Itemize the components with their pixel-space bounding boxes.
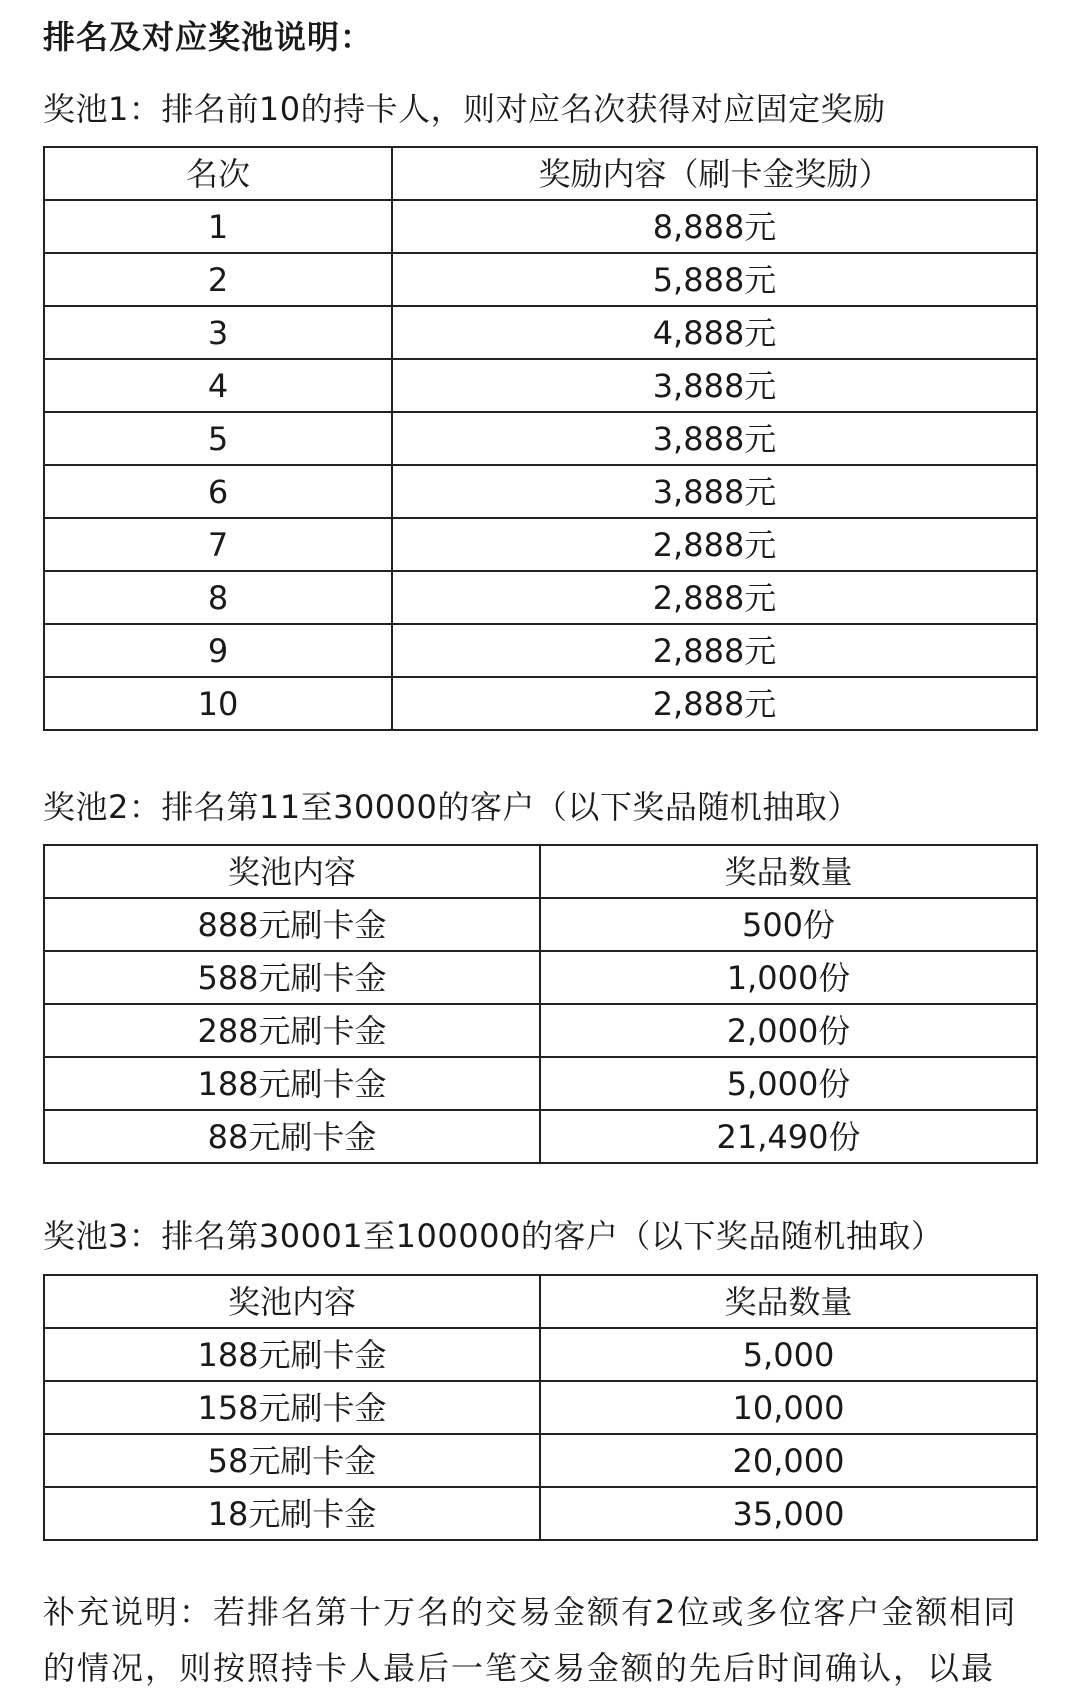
prize-cell: 158元刷卡金 (44, 1381, 540, 1434)
rank-cell: 3 (44, 306, 392, 359)
pool3-table (43, 1274, 1038, 1541)
table-row (44, 1487, 1037, 1540)
table-row (44, 1381, 1037, 1434)
quantity-cell: 500份 (540, 898, 1037, 951)
table-row (44, 1057, 1037, 1110)
prize-cell: 18元刷卡金 (44, 1487, 540, 1540)
rank-cell: 9 (44, 624, 392, 677)
header-cell: 奖励内容（刷卡金奖励） (392, 147, 1037, 200)
rank-cell: 7 (44, 518, 392, 571)
reward-cell: 2,888元 (392, 677, 1037, 730)
reward-cell: 3,888元 (392, 412, 1037, 465)
quantity-cell: 35,000 (540, 1487, 1037, 1540)
pool2-caption: 奖池2：排名第11至30000的客户（以下奖品随机抽取） (43, 788, 860, 826)
reward-cell: 2,888元 (392, 518, 1037, 571)
table-row (44, 1328, 1037, 1381)
quantity-cell: 1,000份 (540, 951, 1037, 1004)
table-row (44, 677, 1037, 730)
quantity-cell: 21,490份 (540, 1110, 1037, 1163)
pool3-caption: 奖池3：排名第30001至100000的客户（以下奖品随机抽取） (43, 1217, 944, 1255)
table-header-row (44, 1275, 1037, 1328)
prize-cell: 888元刷卡金 (44, 898, 540, 951)
prize-cell: 188元刷卡金 (44, 1057, 540, 1110)
quantity-cell: 20,000 (540, 1434, 1037, 1487)
header-cell: 奖品数量 (540, 845, 1037, 898)
prize-cell: 588元刷卡金 (44, 951, 540, 1004)
table-row (44, 898, 1037, 951)
reward-cell: 4,888元 (392, 306, 1037, 359)
quantity-cell: 5,000 (540, 1328, 1037, 1381)
rank-cell: 6 (44, 465, 392, 518)
prize-cell: 58元刷卡金 (44, 1434, 540, 1487)
pool1-table (43, 146, 1038, 731)
table-row (44, 624, 1037, 677)
quantity-cell: 5,000份 (540, 1057, 1037, 1110)
table-row (44, 253, 1037, 306)
table-header-row (44, 147, 1037, 200)
rank-cell: 8 (44, 571, 392, 624)
table-row (44, 951, 1037, 1004)
header-cell: 名次 (44, 147, 392, 200)
table-row (44, 412, 1037, 465)
reward-cell: 3,888元 (392, 465, 1037, 518)
rank-cell: 1 (44, 200, 392, 253)
quantity-cell: 2,000份 (540, 1004, 1037, 1057)
table-row (44, 359, 1037, 412)
table-row (44, 465, 1037, 518)
table-row (44, 571, 1037, 624)
table-row (44, 518, 1037, 571)
table-row (44, 306, 1037, 359)
prize-cell: 88元刷卡金 (44, 1110, 540, 1163)
reward-cell: 8,888元 (392, 200, 1037, 253)
pool2-table (43, 844, 1038, 1164)
reward-cell: 2,888元 (392, 624, 1037, 677)
header-cell: 奖品数量 (540, 1275, 1037, 1328)
table-row (44, 200, 1037, 253)
reward-cell: 2,888元 (392, 571, 1037, 624)
header-cell: 奖池内容 (44, 1275, 540, 1328)
supplementary-note: 补充说明：若排名第十万名的交易金额有2位或多位客户金额相同的情况，则按照持卡人最后一笔交易金额的先后时间确认，以最 (43, 1593, 1018, 1687)
rank-cell: 5 (44, 412, 392, 465)
table-row (44, 1434, 1037, 1487)
table-row (44, 1004, 1037, 1057)
reward-cell: 3,888元 (392, 359, 1037, 412)
reward-cell: 5,888元 (392, 253, 1037, 306)
pool1-caption: 奖池1：排名前10的持卡人，则对应名次获得对应固定奖励 (43, 90, 886, 128)
page-title: 排名及对应奖池说明： (43, 18, 374, 56)
rank-cell: 4 (44, 359, 392, 412)
prize-cell: 288元刷卡金 (44, 1004, 540, 1057)
header-cell: 奖池内容 (44, 845, 540, 898)
prize-cell: 188元刷卡金 (44, 1328, 540, 1381)
table-row (44, 1110, 1037, 1163)
rank-cell: 10 (44, 677, 392, 730)
rank-cell: 2 (44, 253, 392, 306)
table-header-row (44, 845, 1037, 898)
quantity-cell: 10,000 (540, 1381, 1037, 1434)
